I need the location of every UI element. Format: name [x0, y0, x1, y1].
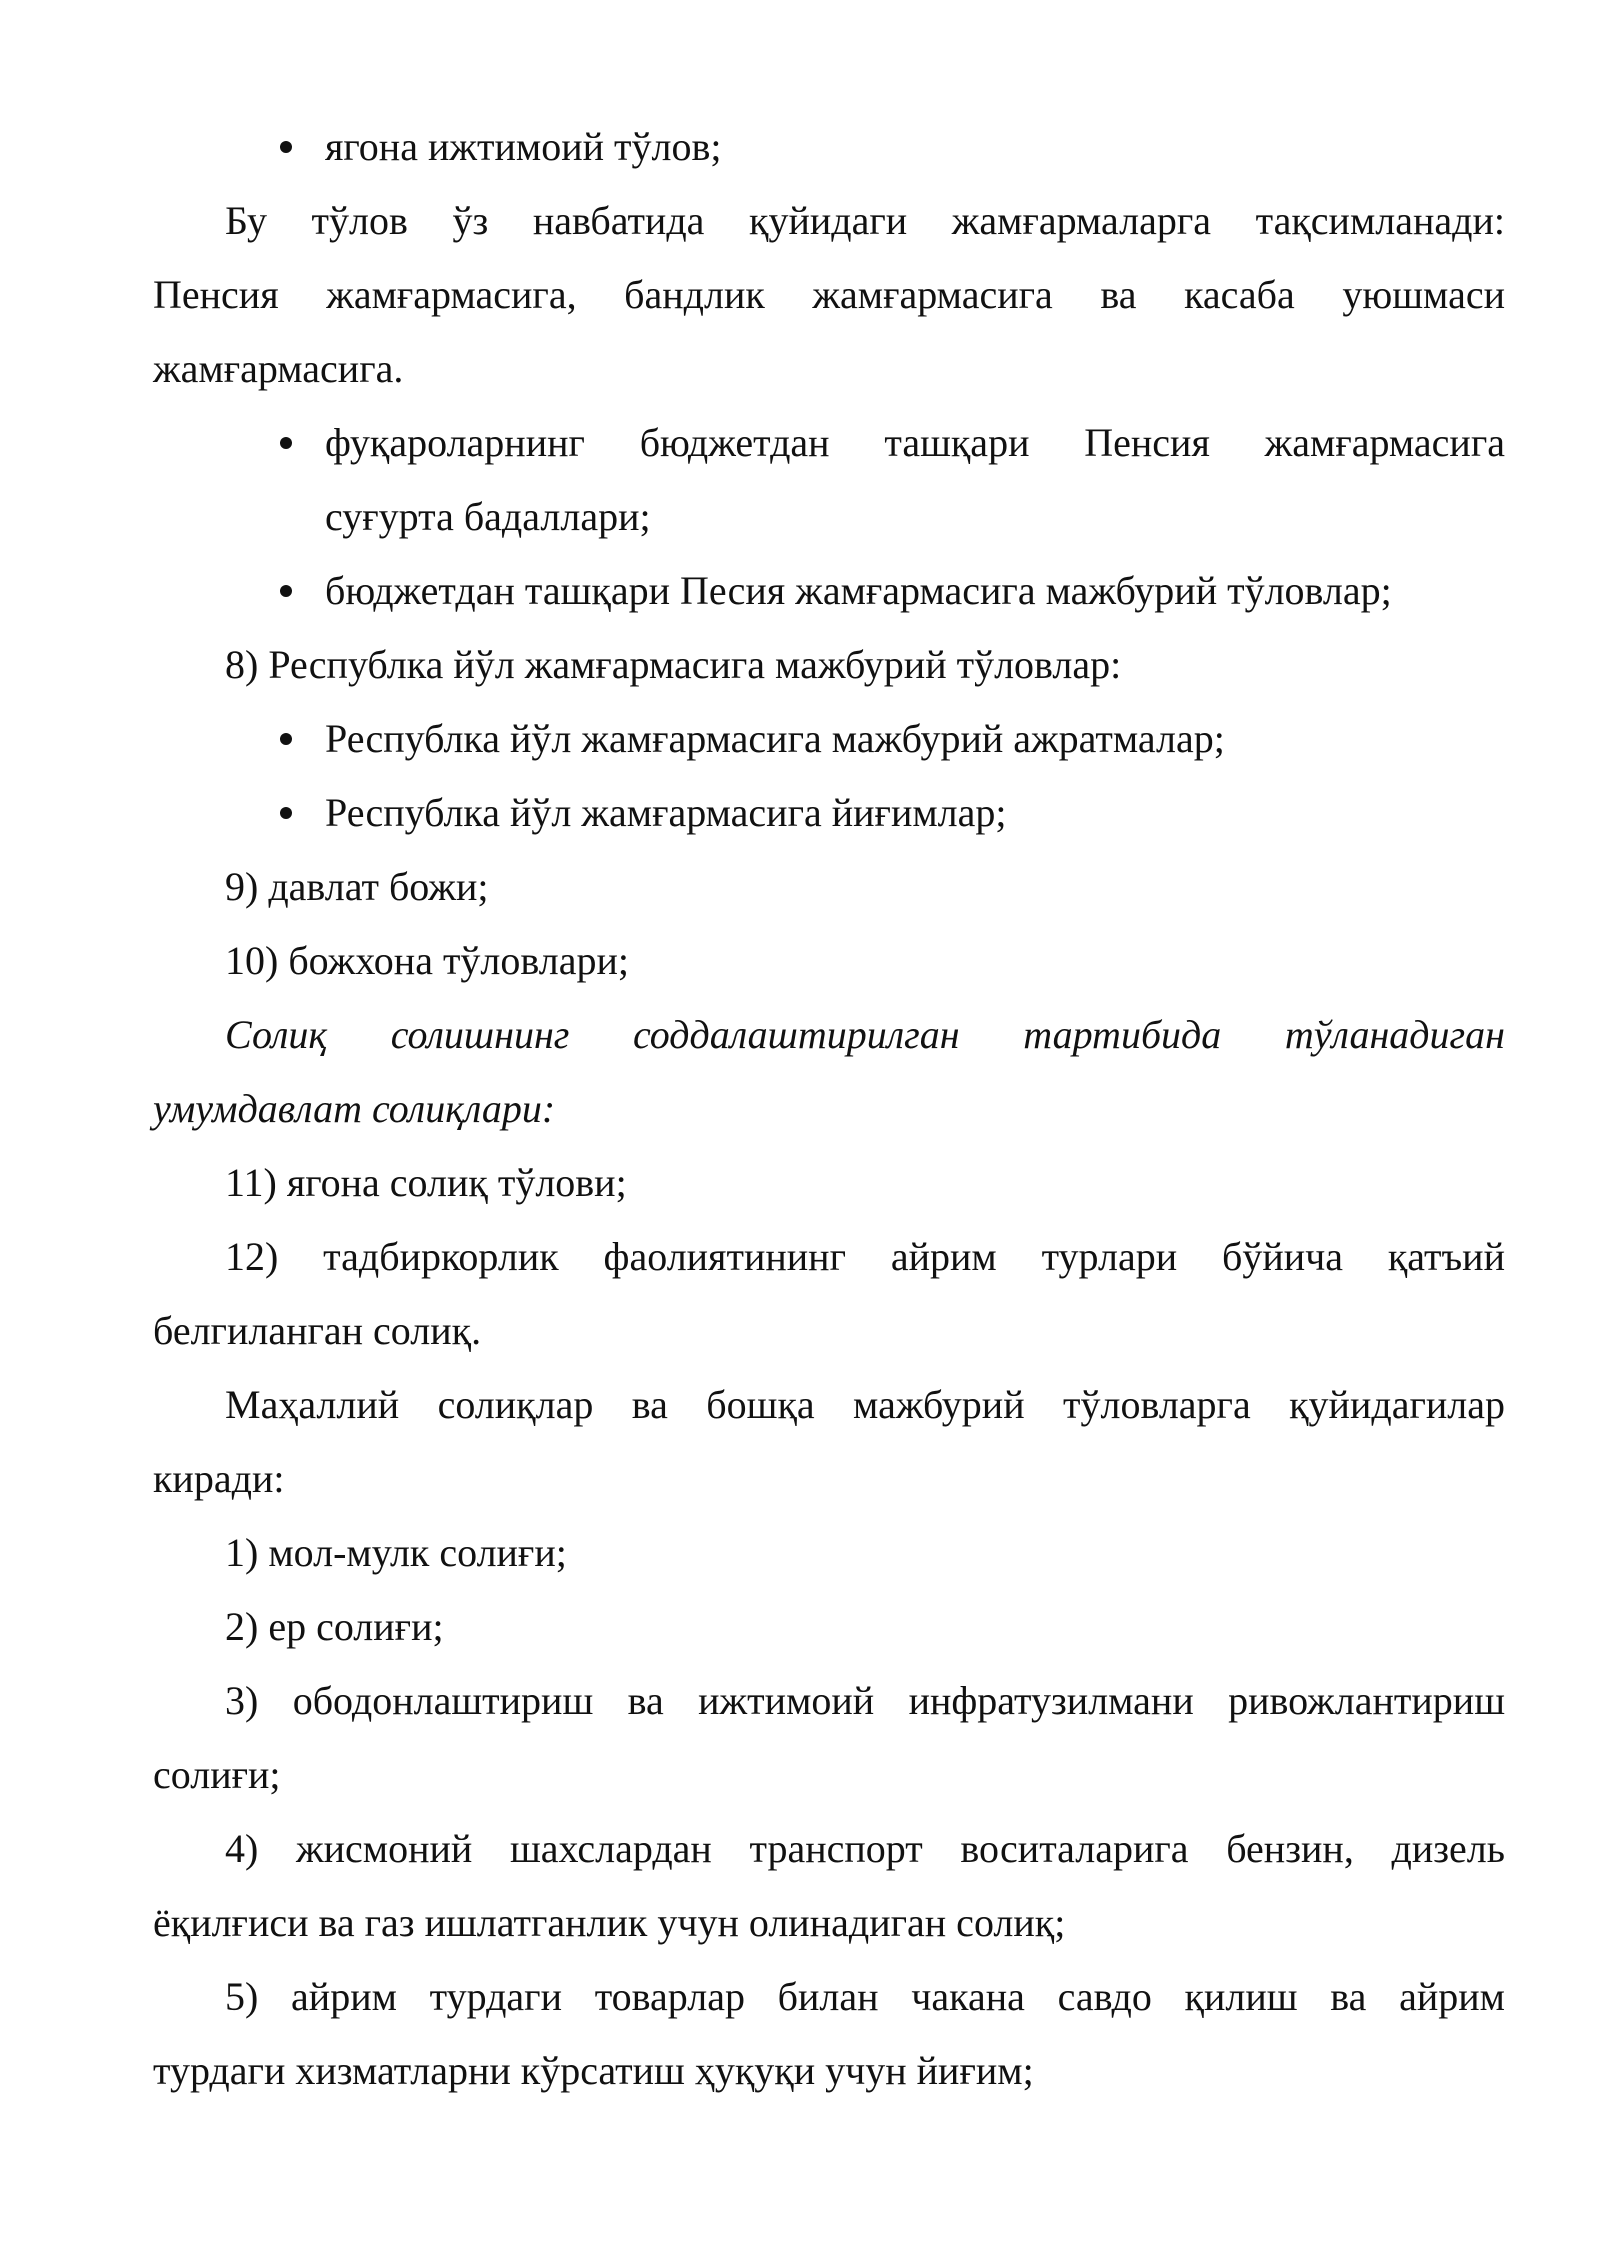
paragraph-line: киради:: [153, 1456, 285, 1501]
bullet-item: [153, 702, 1505, 776]
section-heading: Солиқ солишнинг соддалаштирилган тартибида тўланадиган: [225, 1012, 1505, 1057]
bullet-item: [153, 776, 1505, 850]
bullet-icon: [280, 141, 292, 153]
paragraph-line: солиғи;: [153, 1752, 281, 1797]
paragraph-line: ёқилғиси ва газ ишлатганлик учун олинадиган солиқ;: [153, 1900, 1066, 1945]
bullet-text: фуқароларнинг бюджетдан ташқари Пенсия жамғармасига: [325, 420, 1505, 465]
numbered-item: 8) Республка йўл жамғармасига мажбурий тўловлар:: [225, 642, 1122, 687]
bullet-item: [153, 406, 1505, 480]
paragraph-line: турдаги хизматларни кўрсатиш ҳуқуқи учун йиғим;: [153, 2048, 1034, 2093]
bullet-item: [153, 110, 1505, 184]
paragraph-line: Маҳаллий солиқлар ва бошқа мажбурий тўловларга қуйидагилар: [225, 1382, 1505, 1427]
numbered-item: 3) ободонлаштириш ва ижтимоий инфратузилмани ривожлантириш: [225, 1678, 1505, 1723]
section-heading: умумдавлат солиқлари:: [153, 1086, 556, 1131]
numbered-item: 5) айрим турдаги товарлар билан чакана савдо қилиш ва айрим: [225, 1974, 1505, 2019]
bullet-text: Республка йўл жамғармасига мажбурий ажратмалар;: [325, 716, 1225, 761]
numbered-item: 11) ягона солиқ тўлови;: [225, 1160, 627, 1205]
paragraph-line: жамғармасига.: [153, 346, 404, 391]
bullet-item: [153, 554, 1505, 628]
bullet-icon: [280, 733, 292, 745]
bullet-icon: [280, 437, 292, 449]
document-body: [153, 110, 1505, 2108]
numbered-item: 9) давлат божи;: [225, 864, 489, 909]
numbered-item: 1) мол-мулк солиғи;: [225, 1530, 567, 1575]
bullet-icon: [280, 585, 292, 597]
bullet-icon: [280, 807, 292, 819]
paragraph-line: белгиланган солиқ.: [153, 1308, 482, 1353]
paragraph-line: Пенсия жамғармасига, бандлик жамғармасига ва касаба уюшмаси: [153, 272, 1505, 317]
numbered-item: 2) ер солиғи;: [225, 1604, 444, 1649]
bullet-continuation: суғурта бадаллари;: [325, 494, 651, 539]
numbered-item: 10) божхона тўловлари;: [225, 938, 629, 983]
numbered-item: 4) жисмоний шахслардан транспорт воситаларига бензин, дизель: [225, 1826, 1505, 1871]
bullet-text: ягона ижтимоий тўлов;: [325, 124, 722, 169]
numbered-item: 12) тадбиркорлик фаолиятининг айрим турлари бўйича қатъий: [225, 1234, 1505, 1279]
bullet-text: бюджетдан ташқари Песия жамғармасига мажбурий тўловлар;: [325, 568, 1392, 613]
bullet-text: Республка йўл жамғармасига йиғимлар;: [325, 790, 1007, 835]
paragraph-line: Бу тўлов ўз навбатида қуйидаги жамғармаларга тақсимланади:: [225, 198, 1505, 243]
